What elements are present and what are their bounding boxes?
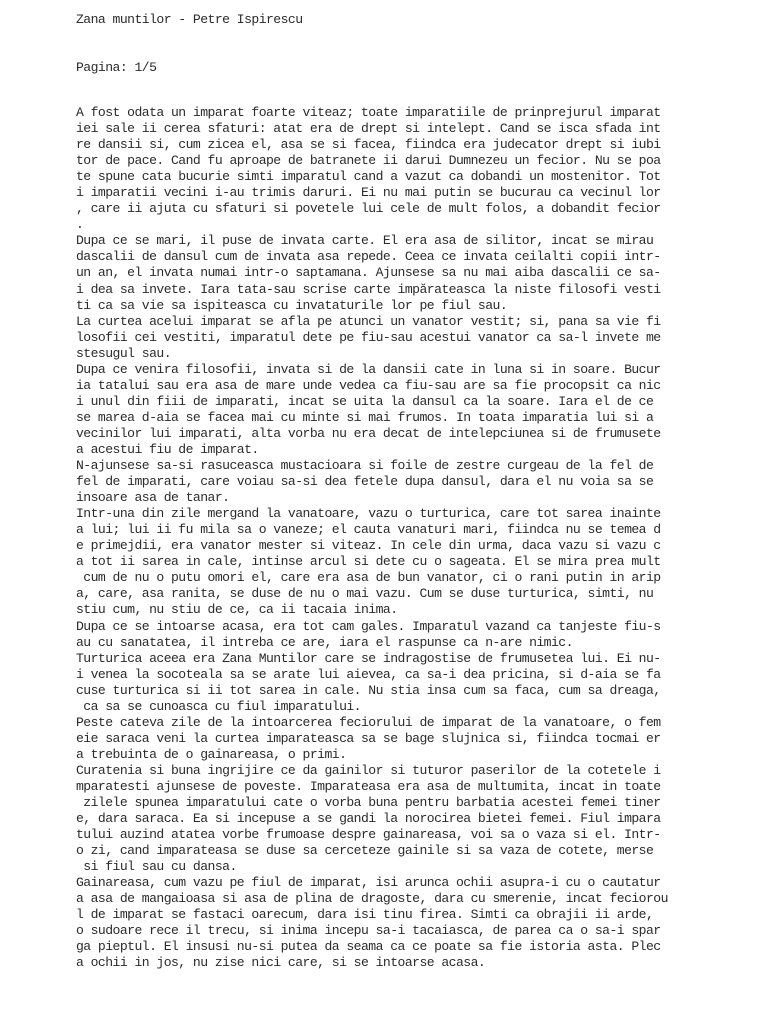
text-line: a asa de mangaioasa si asa de plina de dragoste, dara cu smerenie, incat feciorou [76,891,668,907]
text-line: un an, el invata numai intr-o saptamana. Ajunsese sa nu mai aiba dascalii ce sa- [76,265,661,281]
text-line: a acestui fiu de imparat. [76,441,259,457]
text-line: stesugul sau. [76,345,171,361]
document-title: Zana muntilor - Petre Ispirescu [76,12,303,27]
text-line: Peste cateva zile de la intoarcerea feciorului de imparat de la vanatoare, o fem [76,714,661,730]
text-line: Dupa ce venira filosofii, invata si de la dansii cate in luna si in soare. Bucur [76,361,661,377]
text-line: te spune cata bucurie simti imparatul cand a vazut ca dobandi un mostenitor. Tot [76,169,661,185]
text-line: i imparatii vecini i-au trimis daruri. Ei nu mai putin se bucurau ca vecinul lor [76,185,661,201]
text-line: ti ca sa vie sa ispiteasca cu invataturile lor pe fiul sau. [76,297,508,313]
text-line: Curatenia si buna ingrijire ce da gainilor si tuturor paserilor de la cotetele i [76,762,661,778]
text-line: Turturica aceea era Zana Muntilor care se indragostise de frumusetea lui. Ei nu- [76,650,661,666]
text-line: Dupa ce se mari, il puse de invata carte. El era asa de silitor, incat se mirau [76,233,654,249]
text-line: i venea la socoteala sa se arate lui aievea, ca sa-i dea pricina, si d-aia se fa [76,666,661,682]
text-line: losofii cei vestiti, imparatul dete pe fiu-sau acestui vanator ca sa-l invete me [76,329,661,345]
text-line: i unul din fiii de imparati, incat se uita la dansul ca la soare. Iara el de ce [76,393,654,409]
text-line: A fost odata un imparat foarte viteaz; toate imparatiile de prinprejurul imparat [76,105,661,120]
text-line: iei sale ii cerea sfaturi: atat era de drept si intelept. Cand se isca sfada int [76,121,661,137]
text-line: e primejdii, era vanator mester si viteaz. In cele din urma, daca vazu si vazu c [76,538,661,554]
text-line: ga pieptul. El insusi nu-si putea da seama ca ce poate sa fie istoria asta. Plec [76,939,661,955]
text-line: mparatesti ajunsese de poveste. Imparateasa era asa de multumita, incat in toate [76,778,661,794]
text-line: au cu sanatatea, il intreba ce are, iara el raspunse ca n-are nimic. [76,634,573,650]
text-line: o sudoare rece il trecu, si inima incepu sa-i tacaiasca, de parea ca o sa-i spar [76,923,661,939]
page-indicator: Pagina: 1/5 [76,60,157,75]
text-line: a trebuinta de o gainareasa, o primi. [76,746,347,762]
text-line: dascalii de dansul cum de invata asa repede. Ceea ce invata ceilalti copii intr- [76,249,661,265]
text-line: re dansii si, cum zicea el, asa se si facea, fiindca era judecator drept si iubi [76,137,661,153]
text-line: i dea sa invete. Iara tata-sau scrise carte impărateasca la niste filosofi vesti [76,281,661,297]
text-line: tor de pace. Cand fu aproape de batranete ii darui Dumnezeu un fecior. Nu se poa [76,153,661,169]
text-line: zilele spunea imparatului cate o vorba buna pentru barbatia acestei femei tiner [76,795,661,811]
text-line: Gainareasa, cum vazu pe fiul de imparat, isi arunca ochii asupra-i cu o cautatur [76,875,661,891]
text-line: N-ajunsese sa-si rasuceasca mustacioara si foile de zestre curgeau de la fel de [76,458,654,474]
text-line: se marea d-aia se facea mai cu minte si mai frumos. In toata imparatia lui si a [76,409,654,425]
text-line: vecinilor lui imparati, alta vorba nu era decat de intelepciunea si de frumusete [76,425,661,441]
text-line: e, dara saraca. Ea si incepuse a se gandi la norocirea bietei femei. Fiul impara [76,811,661,827]
text-line: stiu cum, nu stiu de ce, ca ii tacaia inima. [76,602,398,618]
text-line: l de imparat se fastaci oarecum, dara isi tinu firea. Simti ca obrajii ii arde, [76,907,654,923]
text-line: Dupa ce se intoarse acasa, era tot cam gales. Imparatul vazand ca tanjeste fiu-s [76,618,661,634]
text-line: si fiul sau cu dansa. [76,859,237,875]
text-line: tului auzind atatea vorbe frumoase despre gainareasa, voi sa o vaza si el. Intr- [76,827,661,843]
text-line: cum de nu o putu omori el, care era asa de bun vanator, ci o rani putin in arip [76,570,661,586]
text-line: , care ii ajuta cu sfaturi si povetele lui cele de mult folos, a dobandit fecior [76,201,661,217]
text-line: . [76,217,84,233]
text-line: a tot ii sarea in cale, intinse arcul si dete cu o sageata. El se mira prea mult [76,554,661,570]
text-line: Intr-una din zile mergand la vanatoare, vazu o turturica, care tot sarea inainte [76,506,661,522]
text-line: insoare asa de tanar. [76,490,230,506]
text-line: ca sa se cunoasca cu fiul imparatului. [76,698,361,714]
text-line: fel de imparati, care voiau sa-si dea fetele dupa dansul, dara el nu voia sa se [76,474,654,490]
text-line: eie saraca veni la curtea imparateasca sa se bage slujnica si, fiindca tocmai er [76,730,661,746]
document-body [76,105,756,972]
text-line: a, care, asa ranita, se duse de nu o mai vazu. Cum se duse turturica, simti, nu [76,586,654,602]
text-line: cuse turturica si ii tot sarea in cale. Nu stia insa cum sa faca, cum sa dreaga, [76,682,661,698]
text-line: La curtea acelui imparat se afla pe atunci un vanator vestit; si, pana sa vie fi [76,313,661,329]
text-line: a ochii in jos, nu zise nici care, si se intoarse acasa. [76,955,486,971]
text-line: o zi, cand imparateasa se duse sa cerceteze gainile si sa vaza de cotete, merse [76,843,654,859]
text-line: a lui; lui ii fu mila sa o vaneze; el cauta vanaturi mari, fiindca nu se temea d [76,522,661,538]
text-line: ia tatalui sau era asa de mare unde vedea ca fiu-sau are sa fie procopsit ca nic [76,377,661,393]
